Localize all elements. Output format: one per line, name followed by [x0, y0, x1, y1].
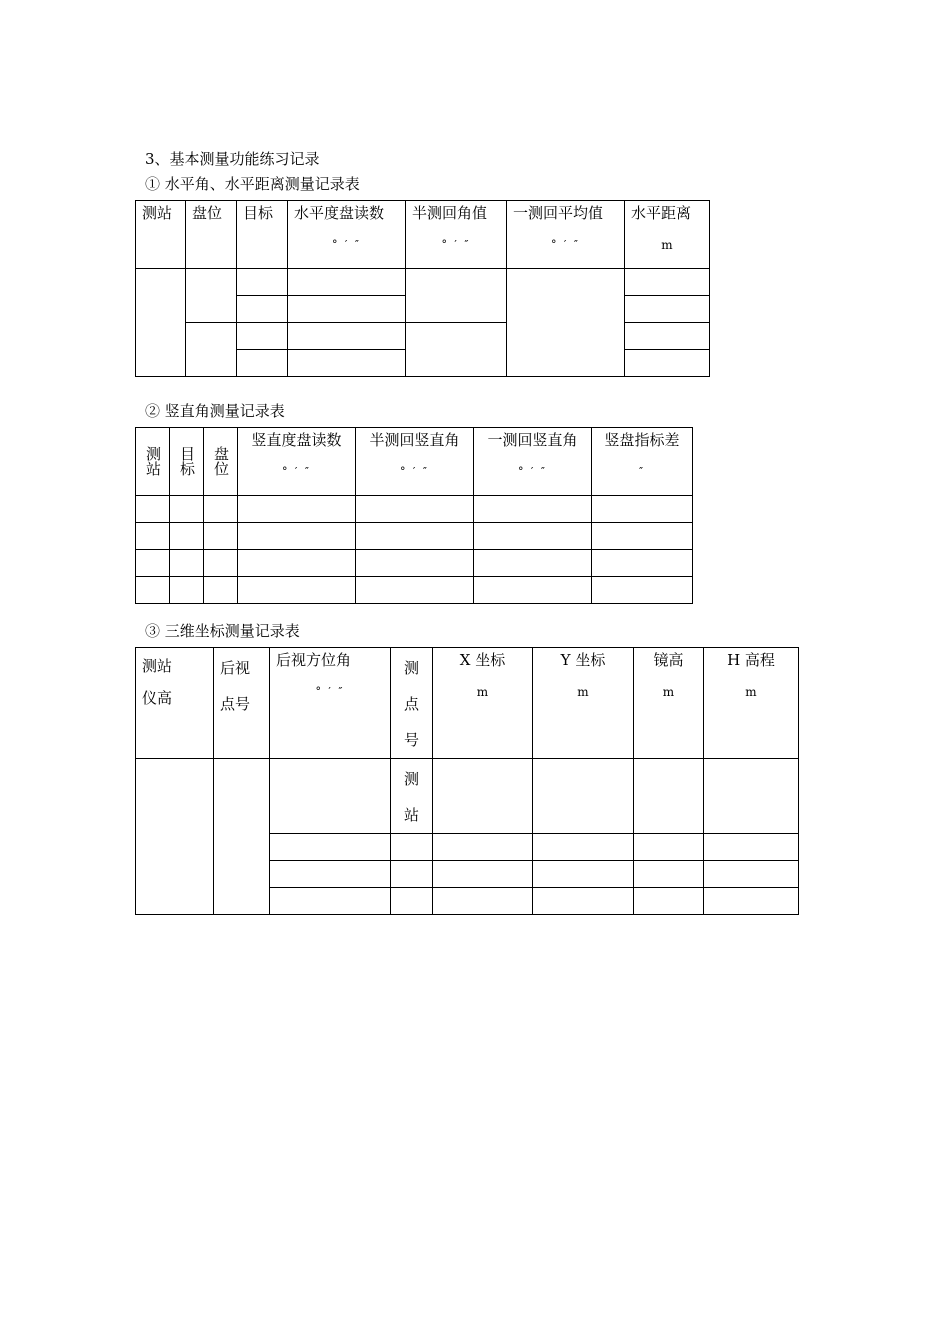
- table3-cell[interactable]: [634, 759, 704, 834]
- table2-cell[interactable]: [356, 550, 474, 577]
- table3-cell[interactable]: [704, 759, 799, 834]
- section-title: 3、基本测量功能练习记录: [145, 150, 320, 168]
- table2-cell[interactable]: [204, 550, 238, 577]
- table2-cell[interactable]: [238, 523, 356, 550]
- table2-cell[interactable]: [170, 523, 204, 550]
- table2-cell[interactable]: [356, 496, 474, 523]
- table1-cell[interactable]: [406, 323, 507, 377]
- table1-cell[interactable]: [186, 323, 237, 377]
- table2-cell[interactable]: [136, 496, 170, 523]
- table2-cell[interactable]: [238, 577, 356, 604]
- table3-cell[interactable]: [533, 759, 634, 834]
- table3-cell[interactable]: [533, 888, 634, 915]
- station-marker-cell: 测站: [391, 759, 433, 834]
- table3-cell[interactable]: [391, 888, 433, 915]
- table3-cell[interactable]: [634, 861, 704, 888]
- header-index-error: 竖盘指标差 ″: [592, 428, 693, 496]
- table2-cell[interactable]: [136, 523, 170, 550]
- table3-cell[interactable]: [433, 834, 533, 861]
- table2-cell[interactable]: [170, 577, 204, 604]
- table3-cell[interactable]: [270, 888, 391, 915]
- header-backsight-point: 后视点号: [214, 648, 270, 759]
- header-x-coordinate: X 坐标 m: [433, 648, 533, 759]
- table3-cell[interactable]: [533, 861, 634, 888]
- header-face: 盘位: [186, 201, 237, 269]
- table1-caption: ① 水平角、水平距离测量记录表: [145, 175, 360, 193]
- table2-cell[interactable]: [592, 577, 693, 604]
- table3-cell[interactable]: [634, 888, 704, 915]
- table1-cell[interactable]: [625, 296, 710, 323]
- table3-cell[interactable]: [433, 861, 533, 888]
- table1-cell[interactable]: [288, 296, 406, 323]
- table2-cell[interactable]: [238, 496, 356, 523]
- table3-cell[interactable]: [391, 861, 433, 888]
- vertical-angle-table: [135, 427, 693, 604]
- table1-cell[interactable]: [625, 323, 710, 350]
- table2-cell[interactable]: [204, 523, 238, 550]
- table2-cell[interactable]: [136, 577, 170, 604]
- table2-cell[interactable]: [136, 550, 170, 577]
- table1-cell[interactable]: [237, 323, 288, 350]
- table3-cell[interactable]: [391, 834, 433, 861]
- table2-cell[interactable]: [204, 496, 238, 523]
- table1-cell[interactable]: [406, 269, 507, 323]
- table1-cell[interactable]: [237, 269, 288, 296]
- header-vertical-circle-reading: 竖直度盘读数 ° ′ ″: [238, 428, 356, 496]
- table1-cell[interactable]: [625, 269, 710, 296]
- table3-cell[interactable]: [704, 861, 799, 888]
- table3-cell[interactable]: [704, 888, 799, 915]
- table2-cell[interactable]: [356, 577, 474, 604]
- header-target: 目标: [237, 201, 288, 269]
- table3-cell[interactable]: [433, 759, 533, 834]
- header-horizontal-circle-reading: 水平度盘读数 ° ′ ″: [288, 201, 406, 269]
- table2-cell[interactable]: [474, 496, 592, 523]
- header-station-instrument-height: 测站仪高: [136, 648, 214, 759]
- header-station: 测站: [136, 428, 170, 496]
- table1-cell[interactable]: [136, 269, 186, 377]
- table1-cell[interactable]: [507, 269, 625, 377]
- table2-cell[interactable]: [474, 523, 592, 550]
- table3-cell[interactable]: [433, 888, 533, 915]
- table1-cell[interactable]: [288, 350, 406, 377]
- table3-cell[interactable]: [533, 834, 634, 861]
- table1-cell[interactable]: [625, 350, 710, 377]
- table2-cell[interactable]: [238, 550, 356, 577]
- header-backsight-azimuth: 后视方位角 ° ′ ″: [270, 648, 391, 759]
- coordinate-table: [135, 647, 799, 915]
- table2-cell[interactable]: [592, 496, 693, 523]
- table3-cell[interactable]: [704, 834, 799, 861]
- table2-cell[interactable]: [474, 550, 592, 577]
- table2-cell[interactable]: [356, 523, 474, 550]
- table1-cell[interactable]: [186, 269, 237, 323]
- table3-cell[interactable]: [214, 759, 270, 915]
- horizontal-angle-table: [135, 200, 710, 377]
- table2-cell[interactable]: [170, 550, 204, 577]
- table2-caption: ② 竖直角测量记录表: [145, 402, 285, 420]
- table1-cell[interactable]: [288, 269, 406, 296]
- table1-cell[interactable]: [237, 296, 288, 323]
- header-target: 目标: [170, 428, 204, 496]
- header-elevation: H 高程 m: [704, 648, 799, 759]
- table3-cell[interactable]: [270, 861, 391, 888]
- table2-cell[interactable]: [592, 550, 693, 577]
- table3-cell[interactable]: [136, 759, 214, 915]
- header-horizontal-distance: 水平距离 m: [625, 201, 710, 269]
- header-half-set-angle: 半测回角值 ° ′ ″: [406, 201, 507, 269]
- table2-cell[interactable]: [474, 577, 592, 604]
- header-measured-point: 测点号: [391, 648, 433, 759]
- table3-cell[interactable]: [270, 759, 391, 834]
- header-prism-height: 镜高 m: [634, 648, 704, 759]
- table2-cell[interactable]: [204, 577, 238, 604]
- header-station: 测站: [136, 201, 186, 269]
- table3-caption: ③ 三维坐标测量记录表: [145, 622, 300, 640]
- table1-cell[interactable]: [288, 323, 406, 350]
- header-set-mean: 一测回平均值 ° ′ ″: [507, 201, 625, 269]
- header-y-coordinate: Y 坐标 m: [533, 648, 634, 759]
- table2-cell[interactable]: [170, 496, 204, 523]
- table2-cell[interactable]: [592, 523, 693, 550]
- table3-cell[interactable]: [634, 834, 704, 861]
- header-face: 盘位: [204, 428, 238, 496]
- header-half-set-vertical-angle: 半测回竖直角 ° ′ ″: [356, 428, 474, 496]
- table1-cell[interactable]: [237, 350, 288, 377]
- table3-cell[interactable]: [270, 834, 391, 861]
- header-set-vertical-angle: 一测回竖直角 ° ′ ″: [474, 428, 592, 496]
